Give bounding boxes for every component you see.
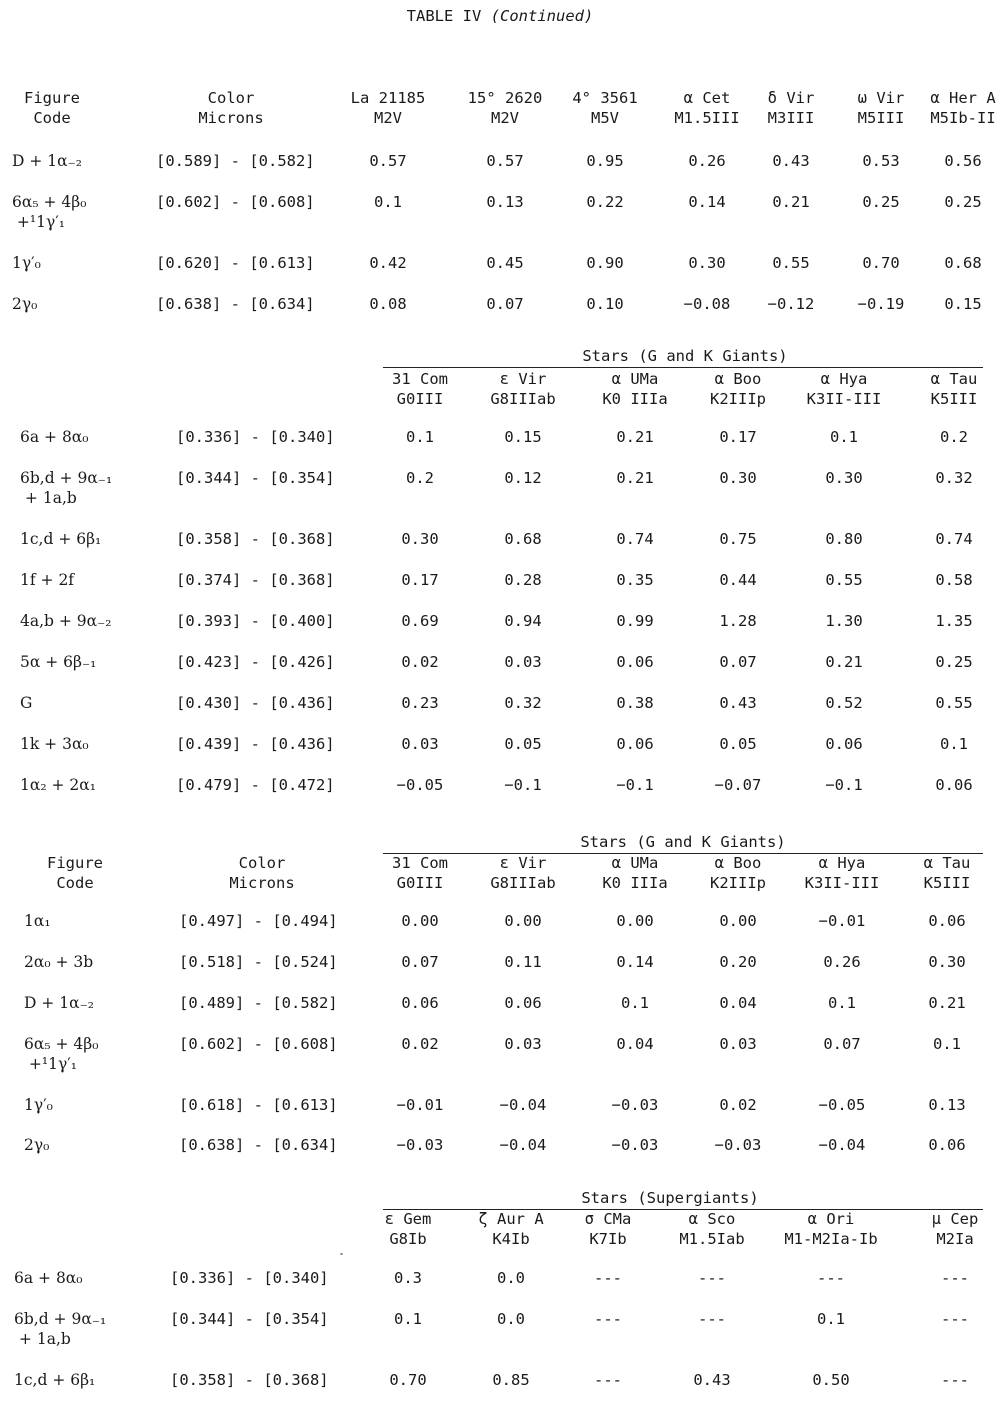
value-cell: --- — [594, 1310, 622, 1328]
value-cell: --- — [941, 1371, 969, 1389]
column-header-2: α UMa K0 IIIa — [602, 370, 668, 408]
value-cell: 0.06 — [928, 1136, 966, 1154]
value-cell: 0.30 — [688, 254, 726, 272]
figure-code-header-2: Figure Code — [47, 854, 103, 892]
value-cell: 0.11 — [504, 953, 542, 971]
column-header-4: α Ori M1-M2Ia-Ib — [784, 1210, 878, 1248]
value-cell: 0.13 — [486, 193, 524, 211]
value-cell: 0.30 — [401, 530, 439, 548]
value-cell: 0.17 — [401, 571, 439, 589]
figure-code: 6b,d + 9α₋₁ — [20, 469, 113, 487]
value-cell: 0.55 — [772, 254, 810, 272]
value-cell: 0.38 — [616, 694, 654, 712]
value-cell: --- — [594, 1269, 622, 1287]
group-rule — [383, 367, 983, 368]
figure-code: 1α₂ + 2α₁ — [20, 776, 96, 794]
value-cell: 0.1 — [374, 193, 402, 211]
color-range: [0.479] - [0.472] — [176, 776, 335, 794]
value-cell: 0.07 — [823, 1035, 861, 1053]
value-cell: 0.85 — [492, 1371, 530, 1389]
value-cell: 0.2 — [406, 469, 434, 487]
figure-code-cell — [14, 1271, 83, 1287]
value-cell: 0.69 — [401, 612, 439, 630]
value-cell: 0.02 — [401, 1035, 439, 1053]
value-cell: 0.26 — [823, 953, 861, 971]
value-cell: 0.44 — [719, 571, 757, 589]
figure-code: 1f + 2f — [20, 571, 75, 589]
value-cell: 0.68 — [504, 530, 542, 548]
value-cell: −0.03 — [611, 1136, 659, 1154]
column-header-2: α UMa K0 IIIa — [602, 854, 668, 892]
value-cell: 0.0 — [497, 1310, 525, 1328]
value-cell: −0.04 — [499, 1096, 547, 1114]
value-cell: 0.2 — [940, 428, 968, 446]
value-cell: --- — [817, 1269, 845, 1287]
value-cell: −0.05 — [818, 1096, 866, 1114]
column-header-0: La 21185 M2V — [350, 89, 426, 127]
page-title — [407, 9, 594, 25]
column-header-0: ε Gem G8Ib — [384, 1210, 432, 1248]
figure-code-continuation: +¹1γ′₁ — [12, 212, 65, 231]
figure-code-cell — [20, 573, 74, 589]
value-cell: 0.03 — [719, 1035, 757, 1053]
value-cell: 0.1 — [830, 428, 858, 446]
value-cell: 0.07 — [719, 653, 757, 671]
value-cell: −0.03 — [714, 1136, 762, 1154]
figure-code-cell — [12, 256, 41, 272]
figure-code-cell — [24, 955, 93, 971]
value-cell: 0.00 — [616, 912, 654, 930]
value-cell: 0.06 — [928, 912, 966, 930]
column-header-3: α Boo K2IIIp — [710, 370, 766, 408]
value-cell: 0.21 — [772, 193, 810, 211]
figure-code-cell — [14, 1312, 106, 1347]
figure-code-cell — [24, 996, 94, 1012]
figure-code: 2α₀ + 3b — [24, 953, 94, 971]
figure-code: G — [20, 694, 33, 712]
figure-code: 5α + 6β₋₁ — [20, 653, 97, 671]
figure-code: 1α₁ — [24, 912, 51, 930]
figure-code: 4a,b + 9α₋₂ — [20, 612, 112, 630]
value-cell: 0.06 — [504, 994, 542, 1012]
figure-code-cell — [24, 1098, 53, 1114]
value-cell: 0.05 — [504, 735, 542, 753]
value-cell: 0.03 — [504, 653, 542, 671]
value-cell: 0.06 — [616, 653, 654, 671]
figure-code-cell — [24, 914, 51, 930]
color-range: [0.589] - [0.582] — [156, 152, 315, 170]
value-cell: 0.05 — [719, 735, 757, 753]
value-cell: 0.74 — [935, 530, 973, 548]
figure-code-cell — [14, 1373, 95, 1389]
figure-code-cell — [24, 1138, 49, 1154]
value-cell: 0.30 — [928, 953, 966, 971]
column-header-1: ζ Aur A K4Ib — [478, 1210, 544, 1248]
value-cell: 0.70 — [389, 1371, 427, 1389]
value-cell: 0.15 — [944, 295, 982, 313]
column-header-5: α Tau K5III — [923, 854, 971, 892]
column-header-0: 31 Com G0III — [392, 370, 448, 408]
figure-code-continuation: + 1a,b — [14, 1329, 71, 1348]
value-cell: 0.00 — [719, 912, 757, 930]
figure-code: 6α₅ + 4β₀ — [12, 193, 87, 211]
value-cell: 0.25 — [862, 193, 900, 211]
value-cell: 0.32 — [504, 694, 542, 712]
value-cell: 0.00 — [401, 912, 439, 930]
figure-code-continuation: +¹1γ′₁ — [24, 1054, 77, 1073]
value-cell: 0.95 — [586, 152, 624, 170]
figure-code-continuation: + 1a,b — [20, 488, 77, 507]
value-cell: 0.68 — [944, 254, 982, 272]
value-cell: --- — [941, 1310, 969, 1328]
value-cell: 0.06 — [401, 994, 439, 1012]
column-header-3: α Boo K2IIIp — [710, 854, 766, 892]
value-cell: 0.07 — [486, 295, 524, 313]
column-header-5: μ Cep M2Ia — [931, 1210, 979, 1248]
value-cell: 0.23 — [401, 694, 439, 712]
figure-code: 1γ′₀ — [24, 1096, 53, 1114]
value-cell: 0.03 — [401, 735, 439, 753]
figure-code-header: Figure Code — [24, 89, 80, 127]
value-cell: 0.14 — [616, 953, 654, 971]
value-cell: 0.26 — [688, 152, 726, 170]
value-cell: 0.58 — [935, 571, 973, 589]
page-title-text: TABLE IV — [406, 7, 482, 25]
value-cell: 0.02 — [719, 1096, 757, 1114]
value-cell: 0.21 — [616, 469, 654, 487]
column-header-1: 15° 2620 M2V — [467, 89, 543, 127]
column-header-3: α Sco M1.5Iab — [679, 1210, 745, 1248]
value-cell: −0.04 — [818, 1136, 866, 1154]
value-cell: 0.0 — [497, 1269, 525, 1287]
color-range: [0.344] - [0.354] — [176, 469, 335, 487]
figure-code-cell — [20, 655, 96, 671]
value-cell: 1.28 — [719, 612, 757, 630]
value-cell: 0.56 — [944, 152, 982, 170]
color-range: [0.638] - [0.634] — [179, 1136, 338, 1154]
value-cell: 0.30 — [825, 469, 863, 487]
column-header-6: α Her A M5Ib-II — [930, 89, 996, 127]
value-cell: −0.1 — [825, 776, 863, 794]
value-cell: 0.32 — [935, 469, 973, 487]
value-cell: −0.1 — [616, 776, 654, 794]
value-cell: 0.04 — [719, 994, 757, 1012]
value-cell: 0.1 — [394, 1310, 422, 1328]
group-title-supergiants: Stars (Supergiants) — [581, 1189, 759, 1207]
value-cell: 0.1 — [933, 1035, 961, 1053]
value-cell: −0.08 — [683, 295, 731, 313]
color-range: [0.393] - [0.400] — [176, 612, 335, 630]
value-cell: −0.19 — [857, 295, 905, 313]
color-range: [0.620] - [0.613] — [156, 254, 315, 272]
value-cell: 0.04 — [616, 1035, 654, 1053]
figure-code-cell — [12, 297, 37, 313]
figure-code: 1k + 3α₀ — [20, 735, 89, 753]
group-title-gk-giants-2: Stars (G and K Giants) — [580, 833, 786, 851]
value-cell: 0.30 — [719, 469, 757, 487]
color-range: [0.497] - [0.494] — [179, 912, 338, 930]
value-cell: 0.00 — [504, 912, 542, 930]
value-cell: 0.3 — [394, 1269, 422, 1287]
value-cell: −0.07 — [714, 776, 762, 794]
value-cell: 0.21 — [616, 428, 654, 446]
value-cell: 0.06 — [825, 735, 863, 753]
color-range: [0.358] - [0.368] — [170, 1371, 329, 1389]
color-range: [0.602] - [0.608] — [179, 1035, 338, 1053]
value-cell: 0.06 — [616, 735, 654, 753]
value-cell: 0.21 — [928, 994, 966, 1012]
figure-code: 6α₅ + 4β₀ — [24, 1035, 99, 1053]
figure-code-cell — [12, 195, 86, 230]
value-cell: 0.28 — [504, 571, 542, 589]
figure-code: 2γ₀ — [24, 1136, 50, 1154]
value-cell: 1.35 — [935, 612, 973, 630]
figure-code: 1c,d + 6β₁ — [14, 1371, 96, 1389]
value-cell: 0.35 — [616, 571, 654, 589]
color-range: [0.344] - [0.354] — [170, 1310, 329, 1328]
value-cell: 0.45 — [486, 254, 524, 272]
value-cell: 0.94 — [504, 612, 542, 630]
figure-code: 6b,d + 9α₋₁ — [14, 1310, 107, 1328]
value-cell: --- — [698, 1310, 726, 1328]
color-range: [0.618] - [0.613] — [179, 1096, 338, 1114]
value-cell: 0.75 — [719, 530, 757, 548]
value-cell: 0.15 — [504, 428, 542, 446]
value-cell: 0.80 — [825, 530, 863, 548]
column-header-1: ε Vir G8IIIab — [490, 370, 556, 408]
scan-mark — [340, 1253, 343, 1255]
color-range: [0.430] - [0.436] — [176, 694, 335, 712]
value-cell: --- — [594, 1371, 622, 1389]
color-range: [0.489] - [0.582] — [179, 994, 338, 1012]
value-cell: 0.07 — [401, 953, 439, 971]
column-header-4: α Hya K3II-III — [806, 370, 882, 408]
value-cell: 0.70 — [862, 254, 900, 272]
color-range: [0.358] - [0.368] — [176, 530, 335, 548]
figure-code: 1c,d + 6β₁ — [20, 530, 102, 548]
figure-code: 6a + 8α₀ — [14, 1269, 83, 1287]
value-cell: 0.10 — [586, 295, 624, 313]
figure-code: 6a + 8α₀ — [20, 428, 89, 446]
column-header-0: 31 Com G0III — [392, 854, 448, 892]
value-cell: 0.12 — [504, 469, 542, 487]
value-cell: 0.08 — [369, 295, 407, 313]
color-range: [0.374] - [0.368] — [176, 571, 335, 589]
value-cell: 0.1 — [828, 994, 856, 1012]
value-cell: 0.1 — [940, 735, 968, 753]
value-cell: 0.22 — [586, 193, 624, 211]
figure-code-cell — [24, 1037, 98, 1072]
value-cell: 0.1 — [621, 994, 649, 1012]
value-cell: 0.42 — [369, 254, 407, 272]
group-rule-2 — [383, 853, 983, 854]
figure-code-cell — [20, 532, 101, 548]
color-range: [0.518] - [0.524] — [179, 953, 338, 971]
value-cell: −0.03 — [611, 1096, 659, 1114]
color-microns-header: Color Microns — [198, 89, 264, 127]
value-cell: −0.05 — [396, 776, 444, 794]
figure-code-cell — [12, 154, 82, 170]
page-title-suffix: (Continued) — [490, 7, 594, 25]
value-cell: --- — [941, 1269, 969, 1287]
value-cell: −0.1 — [504, 776, 542, 794]
figure-code: 1γ′₀ — [12, 254, 41, 272]
color-range: [0.638] - [0.634] — [156, 295, 315, 313]
color-range: [0.336] - [0.340] — [170, 1269, 329, 1287]
value-cell: −0.12 — [767, 295, 815, 313]
value-cell: 0.21 — [825, 653, 863, 671]
value-cell: 0.06 — [935, 776, 973, 794]
figure-code-cell — [20, 430, 89, 446]
value-cell: 0.20 — [719, 953, 757, 971]
column-header-1: ε Vir G8IIIab — [490, 854, 556, 892]
value-cell: 0.55 — [935, 694, 973, 712]
figure-code: D + 1α₋₂ — [12, 152, 82, 170]
value-cell: 0.1 — [406, 428, 434, 446]
value-cell: 0.50 — [812, 1371, 850, 1389]
value-cell: 0.13 — [928, 1096, 966, 1114]
color-range: [0.336] - [0.340] — [176, 428, 335, 446]
value-cell: −0.03 — [396, 1136, 444, 1154]
value-cell: 0.17 — [719, 428, 757, 446]
figure-code: D + 1α₋₂ — [24, 994, 94, 1012]
value-cell: −0.04 — [499, 1136, 547, 1154]
value-cell: 0.03 — [504, 1035, 542, 1053]
column-header-4: α Hya K3II-III — [804, 854, 880, 892]
value-cell: 1.30 — [825, 612, 863, 630]
value-cell: 0.90 — [586, 254, 624, 272]
column-header-5: α Tau K5III — [930, 370, 978, 408]
color-range: [0.602] - [0.608] — [156, 193, 315, 211]
value-cell: 0.1 — [817, 1310, 845, 1328]
color-range: [0.423] - [0.426] — [176, 653, 335, 671]
figure-code-cell — [20, 696, 32, 712]
value-cell: 0.57 — [486, 152, 524, 170]
value-cell: 0.25 — [944, 193, 982, 211]
value-cell: 0.53 — [862, 152, 900, 170]
figure-code-cell — [20, 471, 112, 506]
value-cell: 0.52 — [825, 694, 863, 712]
value-cell: 0.55 — [825, 571, 863, 589]
figure-code-cell — [20, 778, 96, 794]
group-title-gk-giants: Stars (G and K Giants) — [582, 347, 788, 365]
value-cell: 0.14 — [688, 193, 726, 211]
column-header-3: α Cet M1.5III — [674, 89, 740, 127]
value-cell: 0.02 — [401, 653, 439, 671]
value-cell: 0.74 — [616, 530, 654, 548]
value-cell: --- — [698, 1269, 726, 1287]
figure-code-cell — [20, 614, 112, 630]
value-cell: 0.43 — [719, 694, 757, 712]
column-header-5: ω Vir M5III — [857, 89, 905, 127]
column-header-2: 4° 3561 M5V — [572, 89, 638, 127]
value-cell: 0.57 — [369, 152, 407, 170]
column-header-4: δ Vir M3III — [767, 89, 815, 127]
value-cell: 0.99 — [616, 612, 654, 630]
value-cell: −0.01 — [396, 1096, 444, 1114]
column-header-2: σ CMa K7Ib — [584, 1210, 632, 1248]
color-range: [0.439] - [0.436] — [176, 735, 335, 753]
value-cell: −0.01 — [818, 912, 866, 930]
value-cell: 0.43 — [772, 152, 810, 170]
figure-code: 2γ₀ — [12, 295, 38, 313]
value-cell: 0.25 — [935, 653, 973, 671]
figure-code-cell — [20, 737, 89, 753]
color-microns-header-2: Color Microns — [229, 854, 295, 892]
value-cell: 0.43 — [693, 1371, 731, 1389]
